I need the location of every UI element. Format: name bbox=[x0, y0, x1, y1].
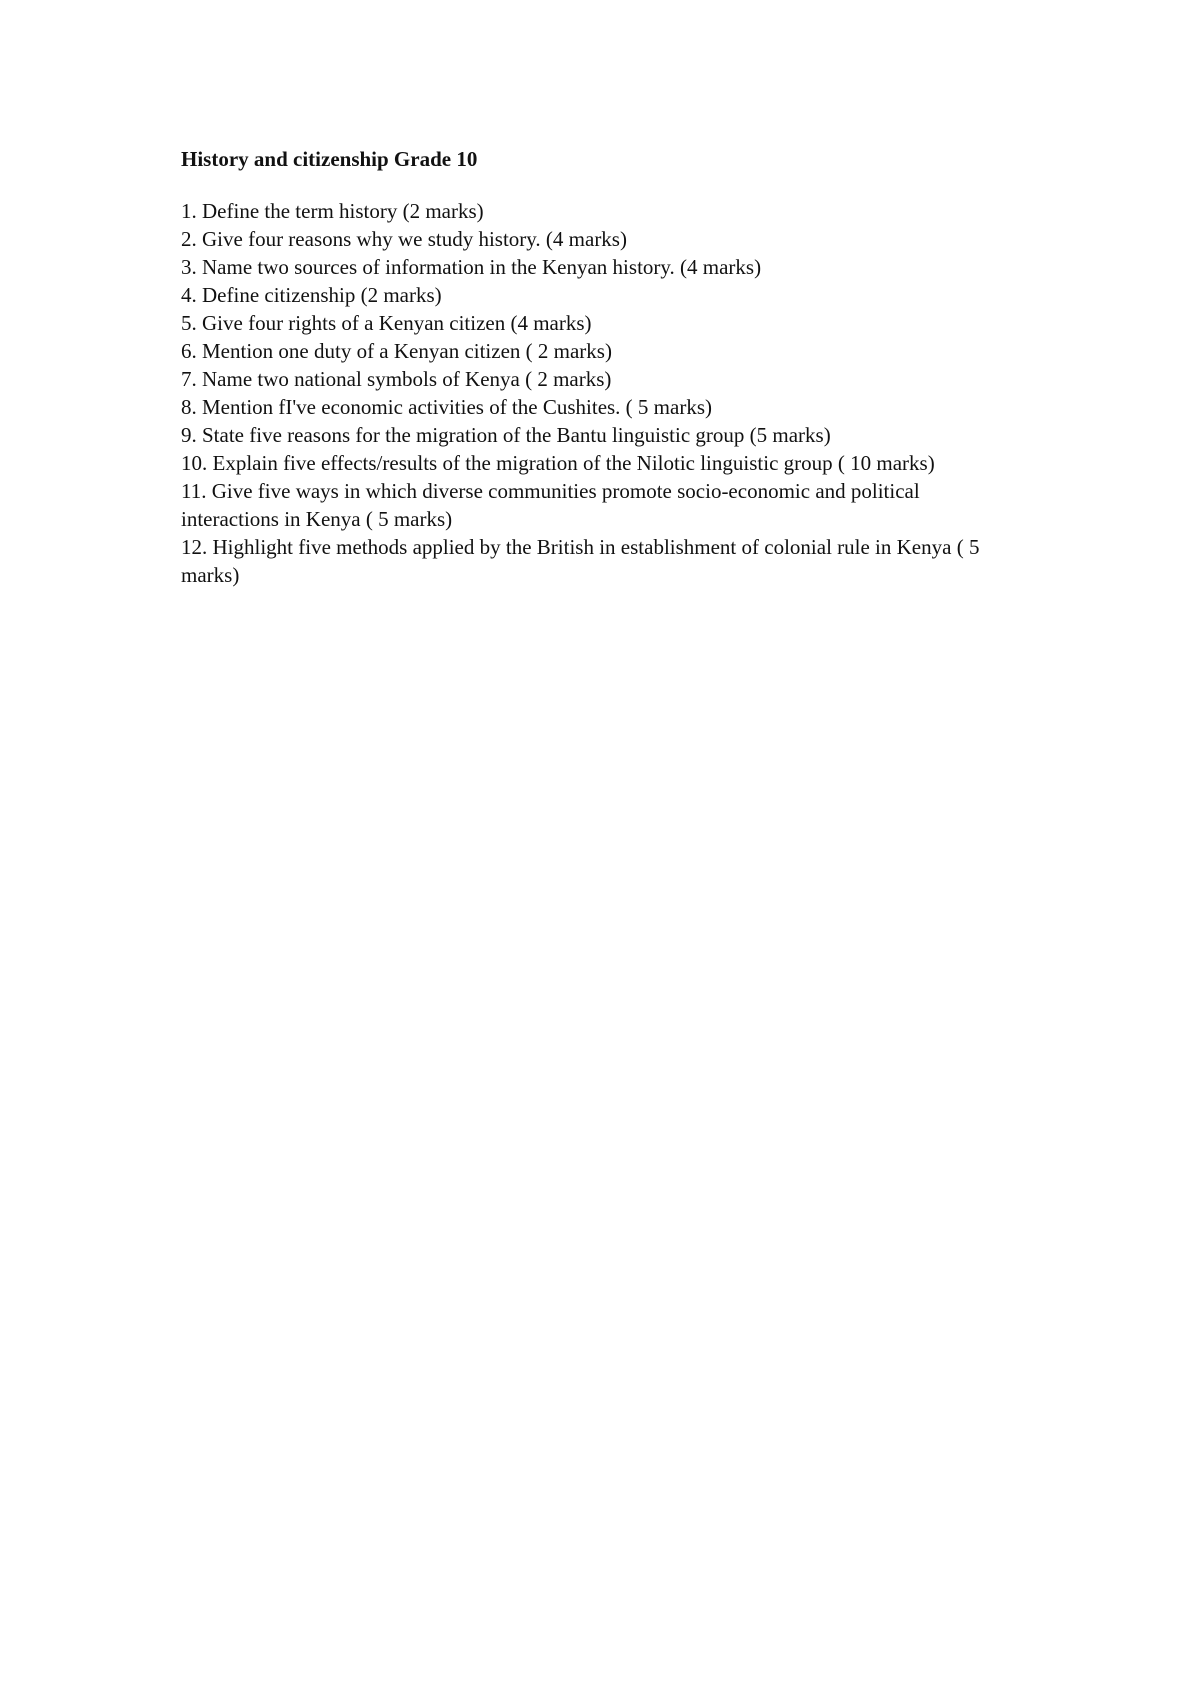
question-item: 12. Highlight five methods applied by the British in establishment of colonial rule in Kenya ( 5 marks) bbox=[181, 535, 980, 587]
question-item: 4. Define citizenship (2 marks) bbox=[181, 283, 442, 307]
question-item: 5. Give four rights of a Kenyan citizen (4 marks) bbox=[181, 311, 592, 335]
question-item: 11. Give five ways in which diverse communities promote socio-economic and political interactions in Kenya ( 5 marks) bbox=[181, 479, 920, 531]
question-item: 8. Mention fI've economic activities of the Cushites. ( 5 marks) bbox=[181, 395, 712, 419]
question-item: 7. Name two national symbols of Kenya ( 2 marks) bbox=[181, 367, 612, 391]
question-item: 2. Give four reasons why we study history. (4 marks) bbox=[181, 227, 627, 251]
question-list bbox=[181, 197, 1021, 589]
question-item: 10. Explain five effects/results of the migration of the Nilotic linguistic group ( 10 marks) bbox=[181, 451, 935, 475]
question-item: 9. State five reasons for the migration of the Bantu linguistic group (5 marks) bbox=[181, 423, 831, 447]
document-content bbox=[181, 145, 1021, 589]
document-title: History and citizenship Grade 10 bbox=[181, 147, 478, 171]
question-item: 3. Name two sources of information in the Kenyan history. (4 marks) bbox=[181, 255, 762, 279]
question-item: 1. Define the term history (2 marks) bbox=[181, 199, 484, 223]
question-item: 6. Mention one duty of a Kenyan citizen ( 2 marks) bbox=[181, 339, 612, 363]
